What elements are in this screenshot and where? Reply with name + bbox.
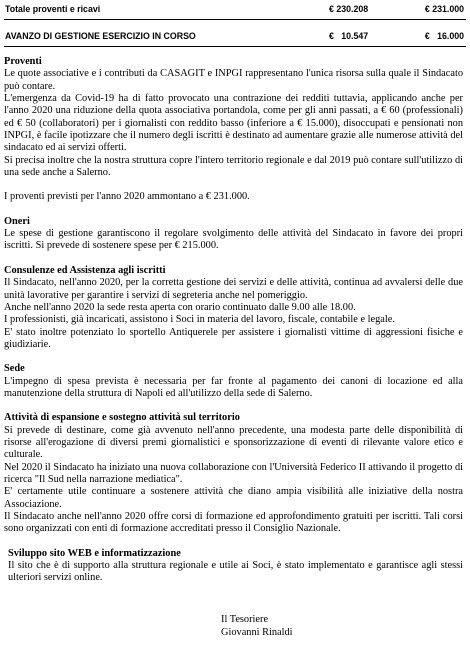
section-proventi <box>4 56 463 204</box>
paragraph: Il Sindacato anche nell'anno 2020 offre corsi di formazione ed approfondimento gratuiti per iscritti. Tali corsi sono organizzati con enti di formazione accreditati presso il Consiglio Nazionale. <box>4 511 463 535</box>
paragraph: L'emergenza da Covid-19 ha di fatto provocato una contrazione dei redditi tuttavia, applicando anche per l'anno 2020 una riduzione della quota associativa portandola, come per gli anni passati, a € 60 (professionali) ed € 50 (collaboratori) per i giornalisti con reddito basso (inferiore a € 15.000), disoccupati e pensionati non INPGI, è facile ipotizzare che il numero degli iscritti è destinato ad aumentare grazie alle numerose attività del sindacato ed ai servizi offerti. <box>4 93 463 154</box>
surplus-curr-value: € 16.000 <box>424 31 464 41</box>
summary-row-total <box>5 2 464 16</box>
section-title: Attività di espansione e sostegno attività sul territorio <box>4 412 240 424</box>
section-sviluppo <box>4 548 463 585</box>
table-rule <box>4 46 466 47</box>
total-label: Totale proventi e ricavi <box>5 4 101 14</box>
section-title: Oneri <box>4 215 30 227</box>
paragraph: I proventi previsti per l'anno 2020 ammontano a € 231.000. <box>4 191 250 203</box>
section-title: Sviluppo sito WEB e informatizzazione <box>8 547 181 559</box>
paragraph: Il sito che è di supporto alla struttura regionale e utile ai Soci, è stato implementato e garantisce agli stessi ulteriori servizi online. <box>8 560 463 584</box>
total-curr-value: € 231.000 <box>424 4 464 14</box>
paragraph: E' stato inoltre potenziato lo sportello Antiquerele per assistere i giornalisti vittime di aggressioni fisiche e giudiziarie. <box>4 326 463 350</box>
surplus-label: AVANZO DI GESTIONE ESERCIZIO IN CORSO <box>5 31 196 41</box>
section-title: Consulenze ed Assistenza agli iscritti <box>4 264 166 276</box>
paragraph: E' certamente utile continuare a sostenere attività che diano ampia visibilità alle iniziative della nostra Associazione. <box>4 486 463 510</box>
paragraph: Il Sindacato, nell'anno 2020, per la corretta gestione dei servizi e delle attività, continua ad avvalersi delle due unità lavorative per garantire i servizi di segreteria anche nel pomeriggio. <box>4 277 463 301</box>
paragraph: Anche nell'anno 2020 la sede resta aperta con orario continuato dalle 9.00 alle 18.00. <box>4 301 356 313</box>
signature-block <box>221 614 293 639</box>
signature-role: Il Tesoriere <box>221 614 269 625</box>
paragraph: Nel 2020 il Sindacato ha iniziato una nuova collaborazione con l'Università Federico II attivando il progetto di ricerca "Il Sud nella narrazione mediatica". <box>4 461 463 485</box>
section-consulenze <box>4 265 463 351</box>
report-body <box>4 56 463 585</box>
signature-name: Giovanni Rinaldi <box>221 626 293 638</box>
table-rule <box>4 19 466 20</box>
paragraph: Si precisa inoltre che la nostra struttura copre l'intero territorio regionale e dal 2019 può contare sull'utilizzo di una sede anche a Salerno. <box>4 154 463 179</box>
paragraph: L'impegno di spesa prevista è necessaria per far fronte al pagamento dei canoni di locazione ed alla manutenzione della struttura di Napoli ed all'utilizzo della sede di Salerno. <box>4 375 463 399</box>
paragraph: Le spese di gestione garantiscono il regolare svolgimento delle attività del Sindacato in favore dei propri iscritti. Si prevede di sostenere spese per € 215.000. <box>4 228 463 252</box>
paragraph: Le quote associative e i contributi da CASAGIT e INPGI rappresentano l'unica risorsa sulla quale il Sindacato può contare. <box>4 68 463 92</box>
section-attivita <box>4 412 463 535</box>
surplus-prev-value: € 10.547 <box>329 31 369 41</box>
paragraph: I professionisti, già incaricati, assistono i Soci in materia del lavoro, fiscale, contabile e legale. <box>4 314 395 326</box>
summary-row-surplus <box>5 29 464 43</box>
total-prev-value: € 230.208 <box>329 4 369 14</box>
section-title: Sede <box>4 363 25 375</box>
section-title: Proventi <box>4 56 42 67</box>
section-oneri <box>4 216 463 253</box>
section-sede <box>4 363 463 400</box>
paragraph: Si prevede di destinare, come già avvenuto nell'anno precedente, una modesta parte delle disponibilità di risorse all'erogazione di diversi premi giornalistici e sponsorizzazione di eventi di rilevante valore etico e culturale. <box>4 424 463 461</box>
